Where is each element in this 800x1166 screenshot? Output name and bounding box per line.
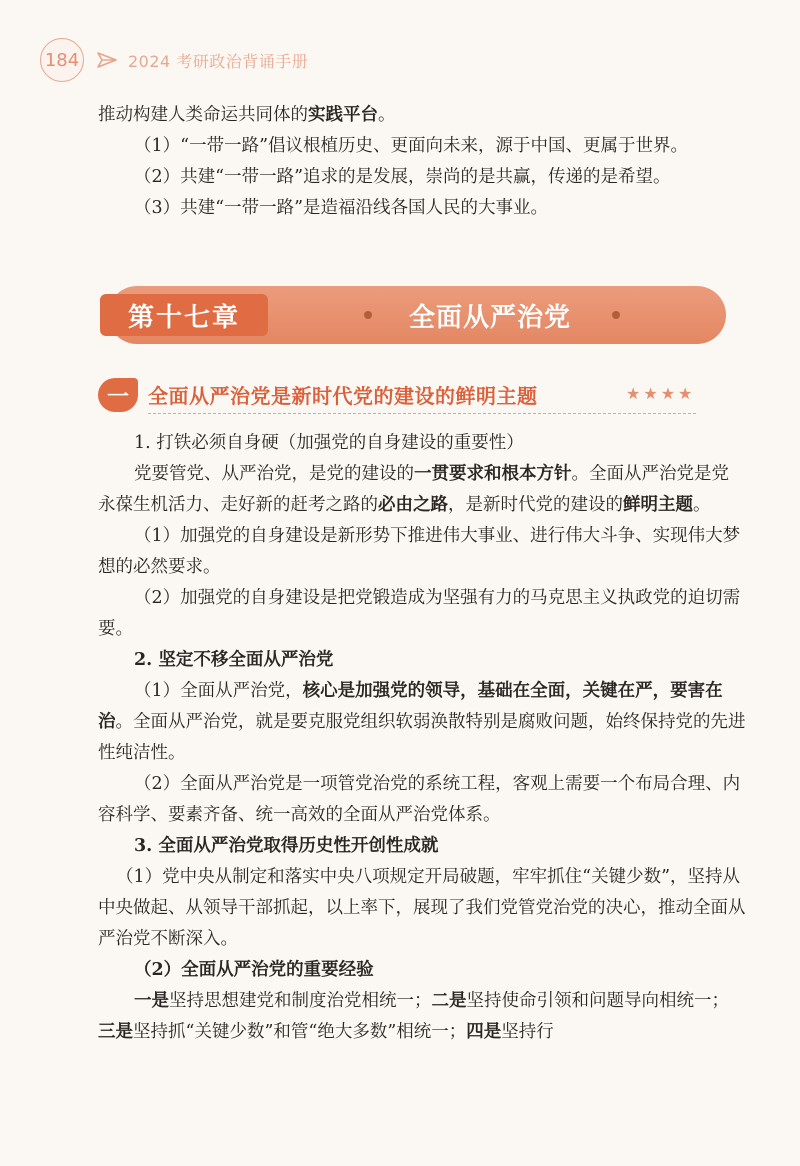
section-title: 全面从严治党是新时代党的建设的鲜明主题	[148, 384, 538, 408]
bold-run: （2）全面从严治党的重要经验	[134, 960, 374, 980]
chapter-number: 第十七章	[127, 302, 240, 333]
section-heading	[98, 376, 698, 416]
paragraph: （1）加强党的自身建设是新形势下推进伟大事业、进行伟大斗争、实现伟大梦想的必然要求。	[98, 526, 741, 577]
bold-run: 核心是加强党的领导，基础在全面，关键在严，要害在治	[98, 681, 723, 732]
section-underline	[148, 413, 696, 414]
text-run: 坚持抓“关键少数”和管“绝大多数”相统一；	[133, 1022, 467, 1042]
chapter-number-tab	[100, 294, 268, 336]
bold-run: 一贯要求和根本方针	[414, 464, 572, 484]
bold-run: 三是	[98, 1022, 133, 1042]
paragraph	[98, 986, 746, 1048]
text-run: 坚持使命引领和问题导向相统一；	[466, 991, 729, 1011]
text-run: 。全面从严治党是党永葆生机活力、走好新的赶考之路的	[98, 464, 729, 515]
book-title: 2024 考研政治背诵手册	[128, 51, 309, 71]
importance-stars: ★★★★	[626, 384, 696, 403]
main-content	[98, 428, 746, 1048]
paragraph: （2）全面从严治党是一项管党治党的系统工程，客观上需要一个布局合理、内容科学、要素齐备、统一高效的全面从严治党体系。	[98, 774, 741, 825]
text-run: 推动构建人类命运共同体的	[98, 105, 308, 125]
chapter-title: 全面从严治党	[408, 302, 571, 333]
bold-run: 鲜明主题	[623, 495, 693, 515]
subheading	[98, 955, 746, 986]
list-item: （2）共建“一带一路”追求的是发展，崇尚的是共赢，传递的是希望。	[134, 167, 671, 187]
text-run: （1）全面从严治党，	[134, 681, 303, 701]
paragraph	[98, 676, 746, 769]
bold-run: 必由之路	[378, 495, 448, 515]
paragraph: （1）党中央从制定和落实中央八项规定开局破题，牢牢抓住“关键少数”，坚持从中央做起、从领导干部抓起，以上率下，展现了我们党管党治党的决心，推动全面从严治党不断深入。	[98, 867, 746, 949]
text-run: 党要管党、从严治党，是党的建设的	[134, 464, 414, 484]
subheading	[98, 645, 746, 676]
paper-plane-icon	[96, 49, 118, 71]
paragraph	[98, 459, 746, 521]
top-line	[98, 100, 746, 131]
paragraph: （2）加强党的自身建设是把党锻造成为坚强有力的马克思主义执政党的迫切需要。	[98, 588, 741, 639]
text-run: 坚持思想建党和制度治党相统一；	[169, 991, 432, 1011]
bold-run: 实践平台	[308, 105, 378, 125]
subheading: 1. 打铁必须自身硬（加强党的自身建设的重要性）	[134, 433, 524, 453]
bold-run: 一是	[134, 991, 169, 1011]
bold-run: 3. 全面从严治党取得历史性开创性成就	[134, 836, 439, 856]
text-run: 坚持行	[501, 1022, 554, 1042]
section-badge: 一	[98, 378, 138, 412]
list-item: （3）共建“一带一路”是造福沿线各国人民的大事业。	[134, 198, 549, 218]
page-number: 184	[40, 38, 84, 82]
text-run: 。全面从严治党，就是要克服党组织软弱涣散特别是腐败问题，始终保持党的先进性纯洁性。	[98, 712, 746, 763]
text-run: 。	[693, 495, 711, 515]
text-run: 。	[378, 105, 396, 125]
bold-run: 2. 坚定不移全面从严治党	[134, 650, 334, 670]
bold-run: 四是	[466, 1022, 502, 1042]
running-header	[40, 38, 308, 82]
chapter-dot-right	[612, 311, 620, 319]
subheading	[98, 831, 746, 862]
top-block	[98, 100, 746, 224]
list-item: （1）“一带一路”倡议根植历史、更面向未来，源于中国、更属于世界。	[134, 136, 689, 156]
bold-run: 二是	[431, 991, 467, 1011]
text-run: ，是新时代党的建设的	[448, 495, 623, 515]
